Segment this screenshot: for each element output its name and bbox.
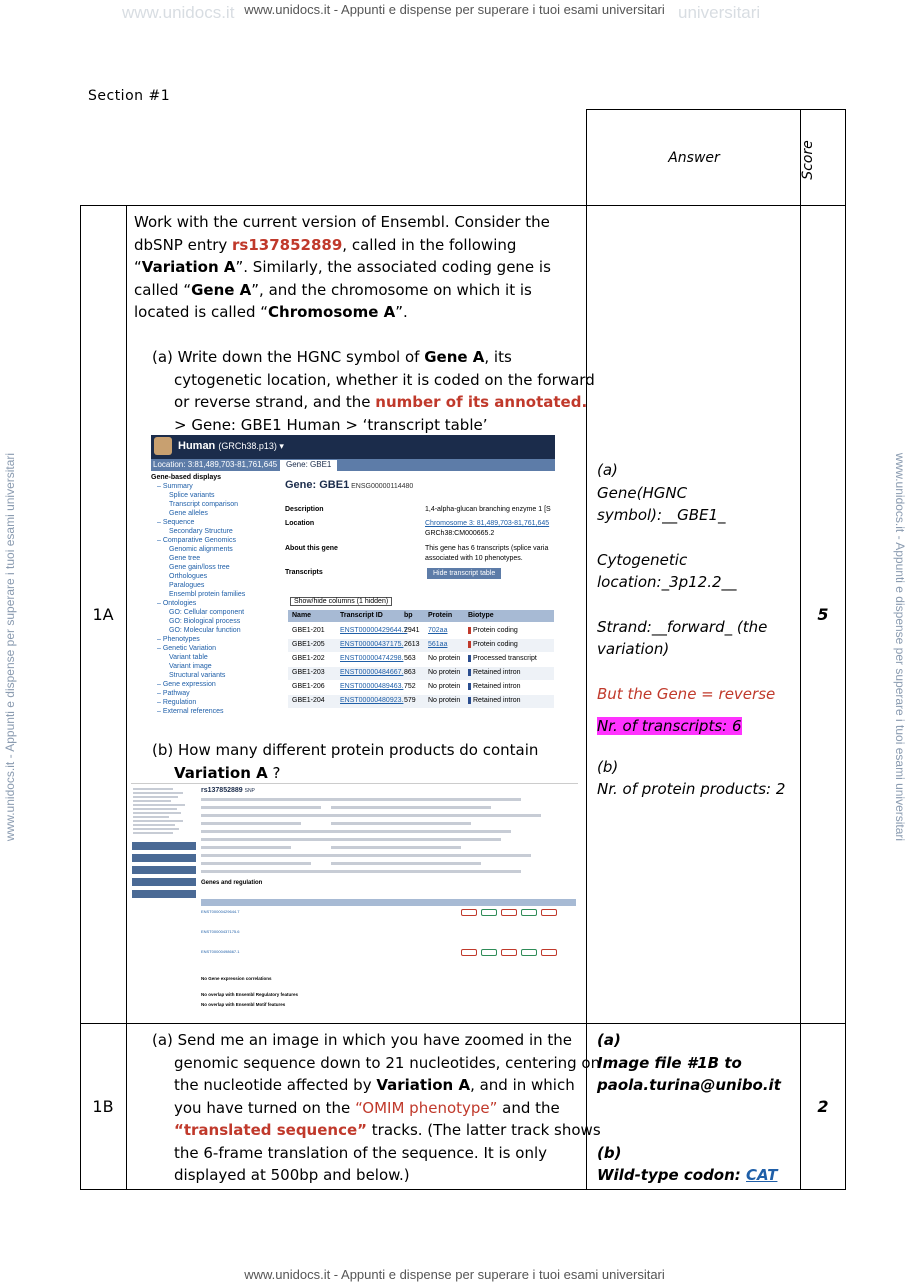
- variant-info-value: [331, 806, 491, 809]
- watermark-ghost-left: www.unidocs.it: [122, 3, 235, 22]
- transcript-cell: Retained intron: [468, 669, 520, 676]
- ensembl-sidebar-item[interactable]: Gene tree: [169, 555, 201, 562]
- transcript-cell: 2613: [404, 641, 420, 648]
- ensembl-sidebar-item[interactable]: – External references: [157, 708, 224, 715]
- transcript-cell: 579: [404, 697, 416, 704]
- score-1a: 5: [817, 605, 829, 624]
- variant-info-value: [331, 814, 541, 817]
- transcript-row: [288, 639, 554, 652]
- ensembl-sidebar-item[interactable]: Genomic alignments: [169, 546, 233, 553]
- variant-info-line: [201, 870, 351, 873]
- answer-1a: (a) Gene(HGNC symbol):__GBE1_ Cytogenetic location:_3p12.2__ Strand:__forward_ (the variation) But the Gene = reverse Nr. of transcripts: 6 (b) Nr. of protein products: 2: [597, 459, 795, 801]
- ensembl-sidebar-item[interactable]: GO: Molecular function: [169, 627, 241, 634]
- answer-1b: (a) Image file #1B to paola.turina@unibo.it (b) Wild-type codon: CAT: [597, 1031, 781, 1184]
- variant-info-value: [331, 870, 521, 873]
- variant-info-value: [331, 798, 521, 801]
- transcript-table-header: Protein: [428, 612, 453, 619]
- ensembl-sidebar-item[interactable]: Splice variants: [169, 492, 215, 499]
- ensembl-sidebar-item[interactable]: – Pathway: [157, 690, 190, 697]
- prediction-pill: [481, 949, 497, 956]
- section-title: Section #1: [88, 88, 171, 104]
- ensembl-variant-screenshot: rs137852889 SNP Genes and regulation ENST00000429644.7 ENST00000437175.6 ENST00000498667.1 No Gene expression correlations No overlap with Ensembl Regulatory features No overlap with Ensembl Motif features: [131, 783, 578, 1019]
- transcript-cell: Processed transcript: [468, 655, 537, 662]
- watermark-header: www.unidocs.it - Appunti e dispense per superare i tuoi esami universitari: [244, 2, 665, 17]
- transcript-row: [288, 667, 554, 680]
- score-column-header: Score: [800, 140, 816, 180]
- ensembl-sidebar-item[interactable]: – Phenotypes: [157, 636, 200, 643]
- transcript-cell: GBE1-206: [292, 683, 325, 690]
- transcript-cell: GBE1-201: [292, 627, 325, 634]
- row-label-1a: 1A: [92, 605, 114, 624]
- ensembl-sidebar-item[interactable]: – Summary: [157, 483, 193, 490]
- hide-transcript-table-button[interactable]: Hide transcript table: [427, 568, 501, 579]
- transcript-cell: ENST00000484667.: [340, 669, 404, 676]
- codon-link[interactable]: CAT: [746, 1166, 778, 1184]
- transcript-cell: Protein coding: [468, 641, 518, 648]
- prediction-pill: [541, 949, 557, 956]
- prediction-pill: [461, 949, 477, 956]
- transcript-cell: No protein: [428, 683, 461, 690]
- score-1b: 2: [817, 1097, 829, 1116]
- transcript-table-header: Name: [292, 612, 312, 619]
- transcript-cell: Retained intron: [468, 697, 520, 704]
- variant-info-line: [201, 822, 301, 825]
- prediction-pill: [521, 949, 537, 956]
- ensembl-sidebar-item[interactable]: Transcript comparison: [169, 501, 238, 508]
- prediction-pill: [481, 909, 497, 916]
- watermark-footer: www.unidocs.it - Appunti e dispense per superare i tuoi esami universitari: [244, 1267, 665, 1282]
- transcripts-count-highlight: Nr. of transcripts: 6: [597, 717, 742, 735]
- transcript-cell: GBE1-205: [292, 641, 325, 648]
- variant-info-value: [331, 862, 481, 865]
- transcript-cell: No protein: [428, 697, 461, 704]
- ensembl-sidebar-item[interactable]: Paralogues: [169, 582, 205, 589]
- transcript-cell: 863: [404, 669, 416, 676]
- transcript-cell: GBE1-204: [292, 697, 325, 704]
- answer-column-header: Answer: [668, 150, 720, 166]
- transcript-cell: ENST00000489463.: [340, 683, 404, 690]
- watermark-ghost-right: universitari: [678, 3, 761, 22]
- prediction-pill: [501, 909, 517, 916]
- transcript-cell: GBE1-203: [292, 669, 325, 676]
- transcript-cell: ENST00000474298.: [340, 655, 404, 662]
- transcript-row: [288, 625, 554, 638]
- transcript-cell: ENST00000429644.7: [340, 627, 408, 634]
- question-1a-b: (b) How many different protein products do contain Variation A ?: [152, 741, 539, 782]
- transcript-cell: 563: [404, 655, 416, 662]
- question-1a-a: (a) Write down the HGNC symbol of Gene A, its cytogenetic location, whether it is coded on the forward or reverse strand, and the number of its annotated. > Gene: GBE1 Human > ‘transcript table’: [152, 348, 595, 434]
- ensembl-sidebar-item[interactable]: Ensembl protein families: [169, 591, 246, 598]
- transcript-cell: Retained intron: [468, 683, 520, 690]
- transcript-table-header: Biotype: [468, 612, 494, 619]
- ensembl-sidebar: [151, 473, 279, 715]
- variant-info-value: [331, 846, 461, 849]
- transcript-cell: 702aa: [428, 627, 448, 634]
- ensembl-sidebar-item[interactable]: GO: Cellular component: [169, 609, 245, 616]
- transcript-cell: 752: [404, 683, 416, 690]
- prediction-pill: [461, 909, 477, 916]
- variant-info-line: [201, 838, 331, 841]
- variant-info-value: [331, 830, 511, 833]
- variant-info-value: [331, 822, 471, 825]
- variant-info-line: [201, 846, 291, 849]
- ensembl-sidebar-item[interactable]: Secondary Structure: [169, 528, 233, 535]
- ensembl-sidebar-item[interactable]: – Ontologies: [157, 600, 197, 607]
- transcript-row: [288, 653, 554, 666]
- ensembl-sidebar-item[interactable]: – Sequence: [157, 519, 195, 526]
- transcript-cell: 561aa: [428, 641, 448, 648]
- prediction-pill: [501, 949, 517, 956]
- variant-info-line: [201, 806, 321, 809]
- transcript-cell: No protein: [428, 655, 461, 662]
- transcript-cell: ENST00000437175.: [340, 641, 404, 648]
- transcript-cell: GBE1-202: [292, 655, 325, 662]
- ensembl-sidebar-item[interactable]: – Regulation: [157, 699, 197, 706]
- ensembl-sidebar-item[interactable]: Gene alleles: [169, 510, 208, 517]
- transcript-table-header: Transcript ID: [340, 612, 383, 619]
- ensembl-species-icon: [154, 437, 172, 455]
- ensembl-sidebar-item[interactable]: Variant image: [169, 663, 212, 670]
- gene-strand-note: But the Gene = reverse: [597, 684, 776, 703]
- ensembl-sidebar-item[interactable]: Orthologues: [169, 573, 208, 580]
- question-1b: (a) Send me an image in which you have zoomed in the genomic sequence down to 21 nucleotides, centering on the nucleotide affected by Variation A, and in which you have turned on the “OMIM phenotype” and the “translated sequence” tracks. (The latter track shows the 6-frame translation of the sequence. It is only displayed at 500bp and below.): [152, 1031, 601, 1184]
- ensembl-sidebar-item[interactable]: Variant table: [169, 654, 208, 661]
- transcript-row: [288, 681, 554, 694]
- ensembl-sidebar-item[interactable]: – Genetic Variation: [157, 645, 217, 652]
- transcript-cell: 2941: [404, 627, 420, 634]
- rs-id: rs137852889: [232, 235, 343, 254]
- variant-info-line: [201, 862, 311, 865]
- ensembl-sidebar-item[interactable]: Gene-based displays: [151, 474, 222, 481]
- ensembl-sidebar-item[interactable]: Structural variants: [169, 672, 226, 679]
- transcript-cell: Protein coding: [468, 627, 518, 634]
- prediction-pill: [541, 909, 557, 916]
- variant-info-value: [331, 838, 501, 841]
- variant-info-line: [201, 830, 341, 833]
- ensembl-gene-screenshot: Human (GRCh38.p13) ▾ Location: 3:81,489,703-81,761,645 Gene: GBE1 Gene-based displays – Summary Splice variants Transcript comparison Gene alleles – Sequence Secondary Structure – Comparative Genomics Genomic alignments Gene tree Gene gain/loss tree Orthologues Paralogues Ensembl protein families – Ontologies GO: Cellular component GO: Biological process GO: Molecular function – Phenotypes – Genetic Variation Variant table Variant image Structural variants – Gene expression – Pathway – Regulation – External references Gene: GBE1 ENSG00000114480 Description 1,4-alpha-glucan branching enzyme 1 [S Location Chromosome 3: 81,489,703-81,761,645 GRCh38:CM000665.2 About this gene This gene has 6 transcripts (splice varia associated with 10 phenotypes. Transcripts Hide transcript table Show/hide columns (1 hidden) Name Transcript ID bp Protein Biotype GBE1-201 ENST00000429644.7 2941 702aa Protein coding GBE1-205 ENST00000437175. 2613 561aa Protein coding GBE1-202 ENST00000474298. 563 No protein Processed transcript GBE1-203 ENST00000484667. 863 No protein Retained intron GBE1-206 ENST00000489463. 752 No protein Retained intron GBE1-204 ENST00000480923. 579 No protein Retained intron: [151, 435, 555, 715]
- watermark-side-right: www.unidocs.it - Appunti e dispense per superare i tuoi esami universitari: [893, 452, 907, 842]
- transcript-table-header: bp: [404, 612, 413, 619]
- watermark-side-left: www.unidocs.it - Appunti e dispense per superare i tuoi esami universitari: [3, 452, 17, 842]
- ensembl-sidebar-item[interactable]: GO: Biological process: [169, 618, 241, 625]
- variant-info-value: [331, 854, 531, 857]
- variant-info-line: [201, 798, 351, 801]
- question-1a-intro: Work with the current version of Ensembl. Consider the dbSNP entry rs137852889, called in the following “Variation A”. Similarly, the associated coding gene is called “Gene A”, and the chromosome on which it is located is called “Chromosome A”.: [134, 213, 551, 321]
- prediction-pill: [521, 909, 537, 916]
- ensembl-sidebar-item[interactable]: – Gene expression: [157, 681, 216, 688]
- ensembl-sidebar-item[interactable]: Gene gain/loss tree: [169, 564, 230, 571]
- transcript-cell: ENST00000480923.: [340, 697, 404, 704]
- row-label-1b: 1B: [92, 1097, 114, 1116]
- transcript-cell: No protein: [428, 669, 461, 676]
- show-hide-columns-button[interactable]: Show/hide columns (1 hidden): [290, 597, 392, 606]
- transcript-row: [288, 695, 554, 708]
- ensembl-sidebar-item[interactable]: – Comparative Genomics: [157, 537, 236, 544]
